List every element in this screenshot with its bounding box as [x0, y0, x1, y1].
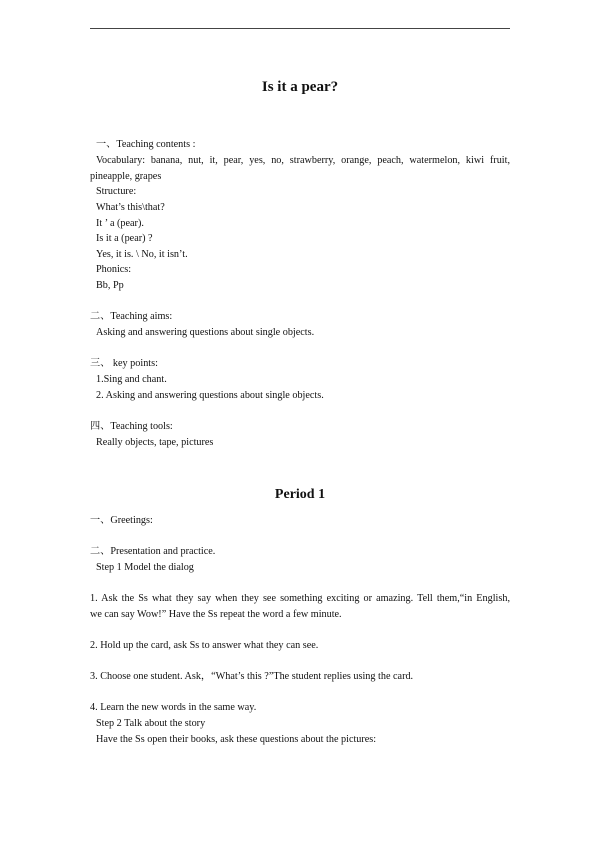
key-point-2: 2. Asking and answering questions about single objects. — [96, 390, 324, 401]
period-title: Period 1 — [274, 487, 326, 502]
structure-line-2: It ’ a (pear). — [96, 218, 144, 229]
step-2-text: Have the Ss open their books, ask these questions about the pictures: — [96, 734, 377, 745]
greetings-heading: 一、Greetings: — [90, 515, 153, 526]
vocabulary-line-2: pineapple, grapes — [90, 171, 162, 182]
item-1-line-1: 1. Ask the Ss what they say when they see something exciting or amazing. Tell them,“in English, — [90, 593, 510, 604]
step-1-heading: Step 1 Model the dialog — [96, 562, 194, 573]
item-4: 4. Learn the new words in the same way. — [90, 702, 257, 713]
structure-line-3: Is it a (pear) ? — [96, 233, 153, 244]
key-point-1: 1.Sing and chant. — [96, 374, 167, 385]
header-rule — [90, 28, 510, 29]
step-2-heading: Step 2 Talk about the story — [96, 718, 206, 729]
teaching-tools-text: Really objects, tape, pictures — [96, 437, 214, 448]
section-key-points-heading: 三、 key points: — [90, 358, 158, 369]
teaching-aims-text: Asking and answering questions about single objects. — [96, 327, 315, 338]
phonics-label: Phonics: — [96, 264, 132, 275]
phonics-text: Bb, Pp — [96, 280, 124, 291]
item-2: 2. Hold up the card, ask Ss to answer what they can see. — [90, 640, 319, 651]
item-3: 3. Choose one student. Ask，“What’s this ?”The student replies using the card. — [90, 671, 414, 682]
section-teaching-tools-heading: 四、Teaching tools: — [90, 421, 173, 432]
section-teaching-contents-heading: 一、Teaching contents : — [96, 139, 196, 150]
item-1-line-2: we can say Wow!” Have the Ss repeat the word a few minute. — [90, 609, 342, 620]
section-teaching-aims-heading: 二、Teaching aims: — [90, 311, 173, 322]
structure-line-1: What’s this\that? — [96, 202, 165, 213]
structure-line-4: Yes, it is. \ No, it isn’t. — [96, 249, 188, 260]
presentation-heading: 二、Presentation and practice. — [90, 546, 216, 557]
vocabulary-line-1: Vocabulary: banana, nut, it, pear, yes, no, strawberry, orange, peach, watermelon, kiwi fruit, — [96, 155, 510, 166]
document-title: Is it a pear? — [261, 79, 339, 95]
structure-label: Structure: — [96, 186, 137, 197]
